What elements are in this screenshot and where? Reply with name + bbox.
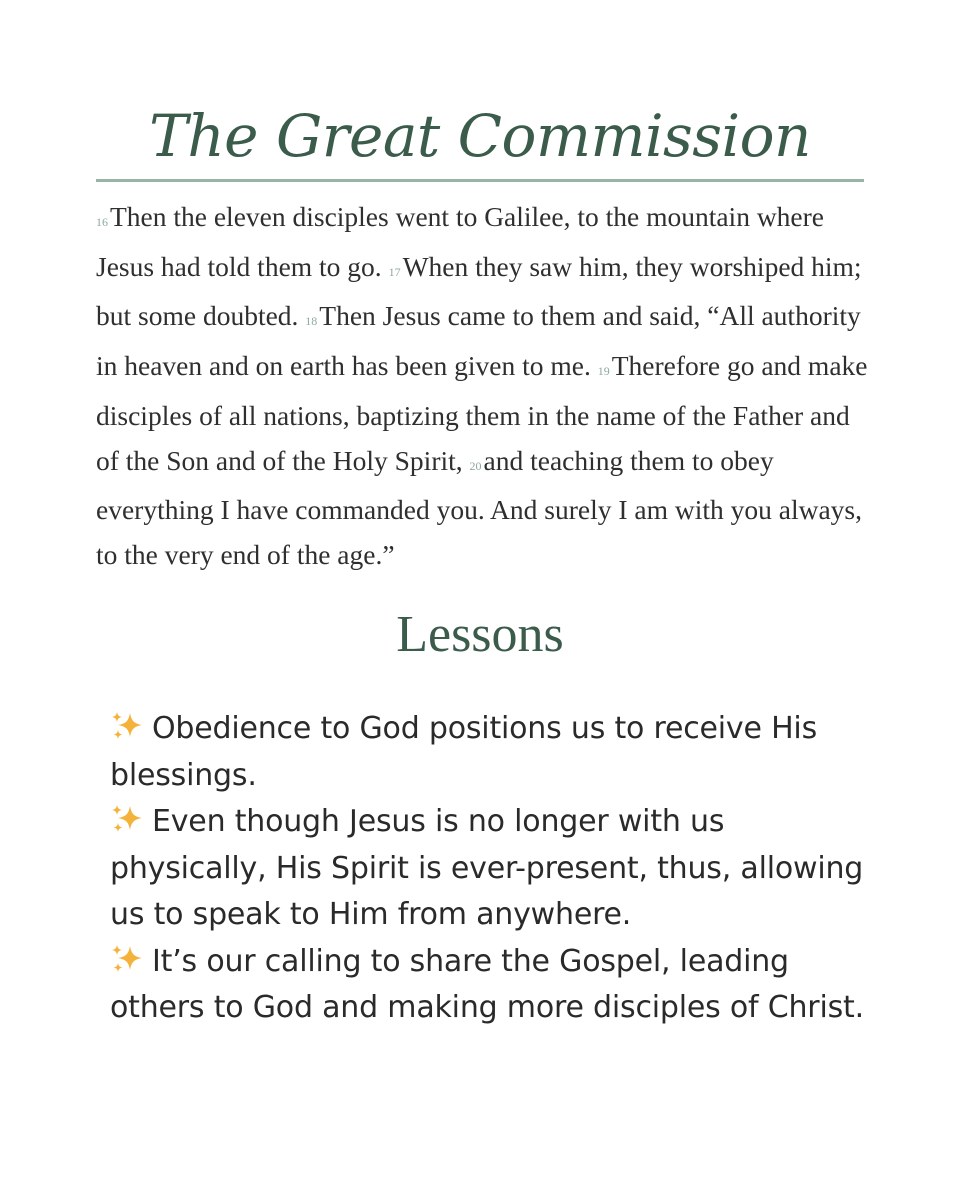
verse-text: Therefore go and make disciples of all nations, baptizing them in the name of the Father and of the Son and of the Holy Spirit, xyxy=(96,350,868,476)
lesson-item xyxy=(110,706,880,799)
verse-number: 19 xyxy=(597,364,610,379)
verse-number: 20 xyxy=(469,458,482,473)
lesson-item xyxy=(110,799,880,939)
verse-text: Then Jesus came to them and said, “All authority in heaven and on earth has been given to me. xyxy=(96,300,861,382)
scripture-passage xyxy=(96,195,871,578)
lesson-text: It’s our calling to share the Gospel, leading others to God and making more disciples of Christ. xyxy=(110,943,864,1025)
sparkles-icon xyxy=(110,943,146,975)
lesson-text: Obedience to God positions us to receive His blessings. xyxy=(110,711,817,793)
verse-text: Then the eleven disciples went to Galilee, to the mountain where Jesus had told them to go. xyxy=(96,201,825,282)
verse-number: 17 xyxy=(388,264,401,279)
verse-text: and teaching them to obey everything I have commanded you. And surely I am with you always, to the very end of the age.” xyxy=(96,444,862,570)
page-title: The Great Commission xyxy=(149,102,811,170)
lesson-text: Even though Jesus is no longer with us physically, His Spirit is ever-present, thus, allowing us to speak to Him from anywhere. xyxy=(110,804,864,932)
sparkles-icon xyxy=(110,803,146,835)
verse-number: 16 xyxy=(96,215,108,229)
lessons-list xyxy=(110,706,880,1032)
title-divider xyxy=(96,179,864,182)
verse-number: 18 xyxy=(305,314,318,329)
verse-text: When they saw him, they worshiped him; but some doubted. xyxy=(96,250,862,332)
sparkles-icon xyxy=(110,710,146,742)
lesson-item xyxy=(110,939,880,1032)
lessons-heading: Lessons xyxy=(396,606,564,663)
